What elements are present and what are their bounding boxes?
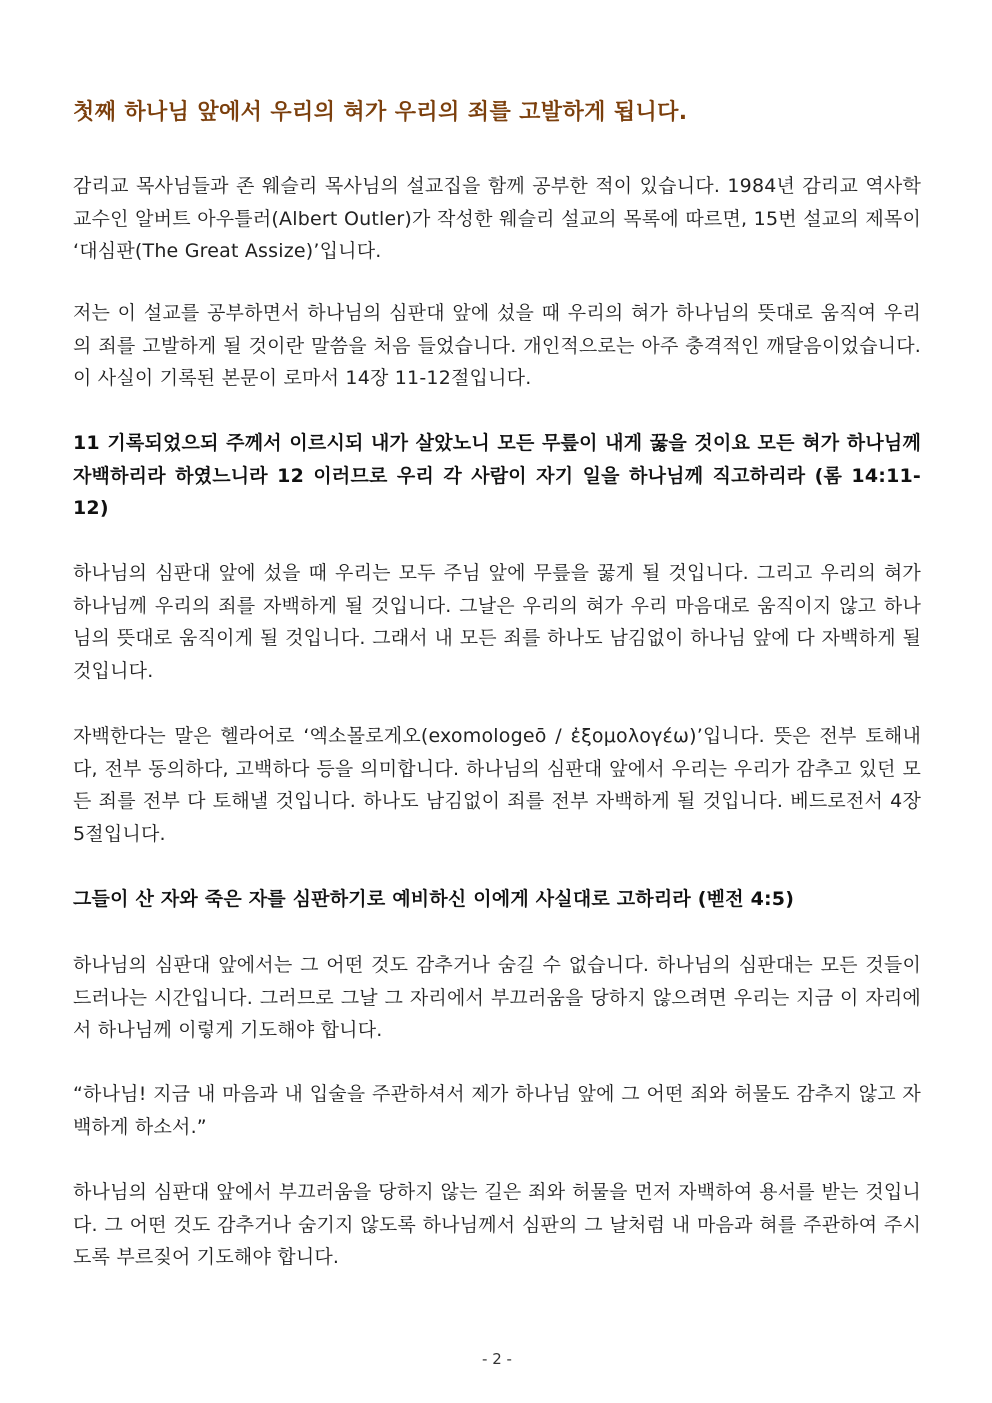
paragraph-nothing-hidden: 하나님의 심판대 앞에서는 그 어떤 것도 감추거나 숨길 수 없습니다. 하나님의 심판대는 모든 것들이 드러나는 시간입니다. 그러므로 그날 그 자리에서 부끄러움을 당하지 않으려면 우리는 지금 이 자리에서 하나님께 이렇게 기도해야 합니다. (73, 954, 921, 1041)
scripture-romans-14: 11 기록되었으되 주께서 이르시되 내가 살았노니 모든 무릎이 내게 꿇을 것이요 모든 혀가 하나님께 자백하리라 하였느니라 12 이러므로 우리 각 사람이 자기 일을 하나님께 직고하리라 (롬 14:11-12) (73, 432, 921, 519)
paragraph-forgiveness: 하나님의 심판대 앞에서 부끄러움을 당하지 않는 길은 죄와 허물을 먼저 자백하여 용서를 받는 것입니다. 그 어떤 것도 감추거나 숨기지 않도록 하나님께서 심판의 그 날처럼 내 마음과 혀를 주관하여 주시도록 부르짖어 기도해야 합니다. (73, 1181, 921, 1268)
paragraph-judgment-seat: 하나님의 심판대 앞에 섰을 때 우리는 모두 주님 앞에 무릎을 꿇게 될 것입니다. 그리고 우리의 혀가 하나님께 우리의 죄를 자백하게 될 것입니다. 그날은 우리의 혀가 우리 마음대로 움직이지 않고 하나님의 뜻대로 움직이게 될 것입니다. 그래서 내 모든 죄를 하나도 남김없이 하나님 앞에 다 자백하게 될 것입니다. (73, 562, 921, 682)
document-page (73, 0, 921, 1403)
prayer-quote: “하나님! 지금 내 마음과 내 입술을 주관하셔서 제가 하나님 앞에 그 어떤 죄와 허물도 감추지 않고 자백하게 하소서.” (73, 1083, 921, 1138)
paragraph-wesley-sermon: 감리교 목사님들과 존 웨슬리 목사님의 설교집을 함께 공부한 적이 있습니다. 1984년 감리교 역사학 교수인 알버트 아우틀러(Albert Outler)가 작성한 웨슬리 설교의 목록에 따르면, 15번 설교의 제목이 ‘대심판(The Great Assize)’입니다. (73, 175, 921, 262)
scripture-1-peter-4: 그들이 산 자와 죽은 자를 심판하기로 예비하신 이에게 사실대로 고하리라 (벧전 4:5) (73, 888, 795, 910)
page-number: - 2 - (482, 1350, 512, 1368)
paragraph-exomologeo: 자백한다는 말은 헬라어로 ‘엑소몰로게오(exomologeō / ἐξομολογέω)’입니다. 뜻은 전부 토해내다, 전부 동의하다, 고백하다 등을 의미합니다. 하나님의 심판대 앞에서 우리는 우리가 감추고 있던 모든 죄를 전부 다 토해낼 것입니다. 하나도 남김없이 죄를 전부 자백하게 될 것입니다. 베드로전서 4장 5절입니다. (73, 725, 921, 845)
paragraph-tongue-confession: 저는 이 설교를 공부하면서 하나님의 심판대 앞에 섰을 때 우리의 혀가 하나님의 뜻대로 움직여 우리의 죄를 고발하게 될 것이란 말씀을 처음 들었습니다. 개인적으로는 아주 충격적인 깨달음이었습니다. 이 사실이 기록된 본문이 로마서 14장 11-12절입니다. (73, 302, 921, 389)
section-heading: 첫째 하나님 앞에서 우리의 혀가 우리의 죄를 고발하게 됩니다. (73, 100, 688, 125)
